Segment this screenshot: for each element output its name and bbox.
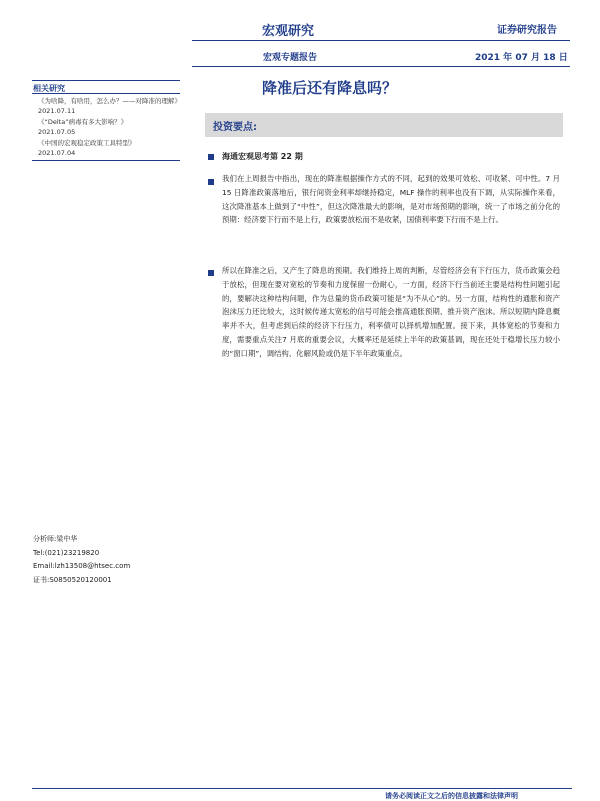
related-item[interactable] — [38, 96, 188, 116]
related-item-date: 2021.07.05 — [38, 128, 76, 136]
related-item-date: 2021.07.04 — [38, 149, 76, 157]
key-points-label: 投资要点: — [213, 122, 257, 133]
sidebar-top-rule — [32, 80, 180, 81]
related-item-title[interactable]: 《为啥降，有啥用，怎么办？——对降准的理解》 — [38, 97, 181, 105]
bullet-square-icon — [208, 270, 214, 276]
header-subtitle: 宏观专题报告 — [263, 53, 318, 63]
footer-rule — [32, 788, 572, 789]
analyst-tel: Tel:(021)23219820 — [33, 548, 100, 557]
body-paragraph: 我们在上周报告中指出，现在的降准根据操作方式的不同，起到的效果可效松、可收紧、可中性。7 月 15 日降准政策落地后，银行间资金利率却继持稳定，MLF 操作的利率也没有下调，从实际操作来看，这次降准基本上做到了“中性”，但这次降准最大的影响，是对市场预期的影响，统一了市场之前分化的预期：经济要下行而不是上行，政策要放松而不是收紧，国债利率要下行而不是上行。 — [222, 174, 560, 225]
sidebar-list-rule — [32, 160, 180, 161]
sidebar-section-title: 相关研究 — [33, 84, 65, 93]
series-label: 海通宏观思考第 22 期 — [222, 152, 303, 161]
related-item-title[interactable]: 《“Delta”病毒有多大影响？》 — [38, 118, 128, 126]
related-item-date: 2021.07.11 — [38, 107, 76, 115]
report-type: 证券研究报告 — [497, 25, 557, 36]
analyst-name: 分析师:梁中华 — [33, 535, 78, 543]
related-research-list — [38, 96, 188, 159]
bullet-square-icon — [208, 179, 214, 185]
header-underline — [192, 66, 570, 67]
report-date: 2021 年 07 月 18 日 — [475, 53, 568, 63]
bullet-square-icon — [208, 154, 214, 160]
key-points-band — [205, 113, 563, 137]
related-item[interactable] — [38, 138, 188, 158]
header-rule — [192, 40, 570, 41]
page-title: 降准后还有降息吗？ — [262, 79, 398, 97]
related-item[interactable] — [38, 117, 188, 137]
body-paragraph: 所以在降准之后，又产生了降息的预期。我们维持上周的判断，尽管经济会有下行压力，货币政策会趋于放松，但现在要对宽松的节奏和力度保留一份耐心，一方面，经济下行当前还主要是结构性问题引起的，要解决这种结构问题，作为总量的货币政策可能是“为不从心”的。另一方面，结构性的通胀和资产泡沫压力还比较大，这时候传递太宽松的信号可能会推高通胀预期、推升资产泡沫。所以短期内降息概率并不大，但考虑到后续的经济下行压力，利率债可以择机增加配置。接下来，具体宽松的节奏和力度，需要重点关注7 月底的重要会议，大概率还是延续上半年的政策基调，现在还处于稳增长压力较小的“窗口期”，调结构、化解风险或仍是下半年政策重点。 — [222, 266, 560, 358]
analyst-info — [33, 533, 193, 587]
analyst-email[interactable]: Email:lzh13508@htsec.com — [33, 562, 131, 570]
related-item-title[interactable]: 《中国的宏观稳定政策工具特型》 — [38, 139, 136, 147]
analyst-cert: 证书:S0850520120001 — [33, 575, 112, 584]
footer-disclaimer: 请务必阅读正文之后的信息披露和法律声明 — [385, 792, 518, 800]
sidebar-title-rule — [32, 93, 180, 94]
header-title: 宏观研究 — [262, 24, 315, 39]
